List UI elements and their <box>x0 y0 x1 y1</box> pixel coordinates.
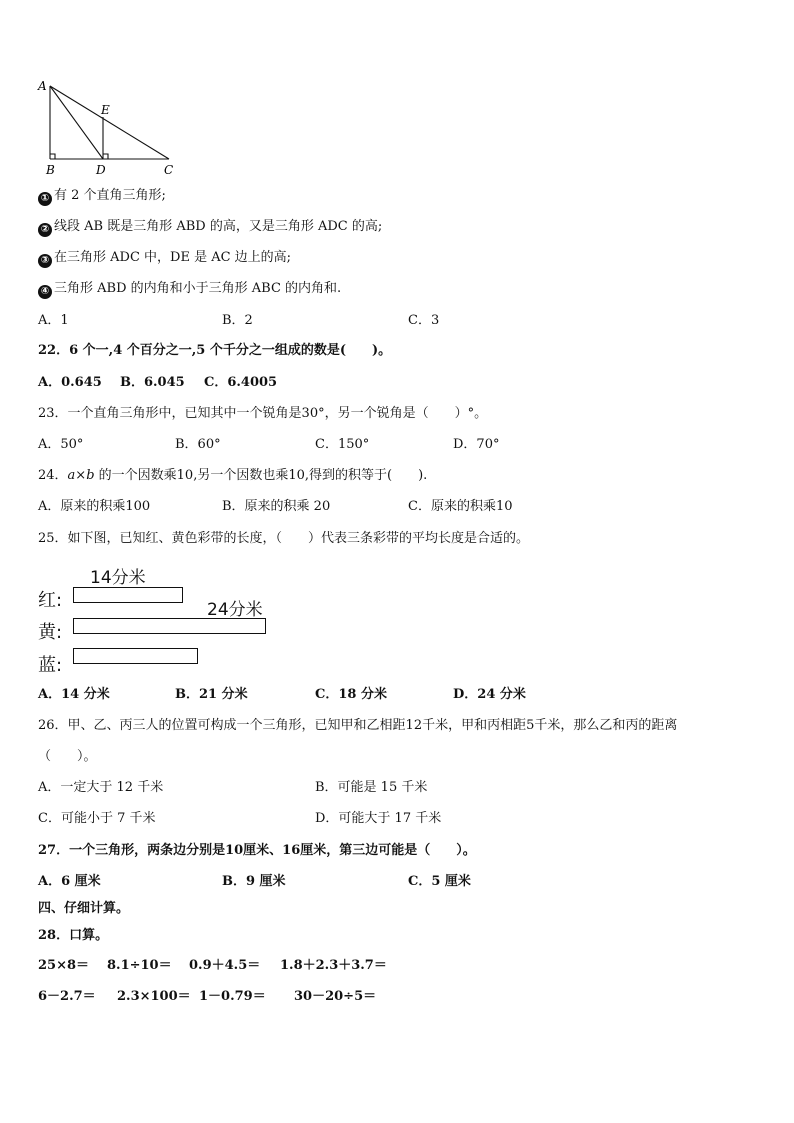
q21-option-b[interactable]: B．2 <box>222 313 253 328</box>
q27-option-a[interactable]: A．6 厘米 <box>38 874 101 889</box>
statement-3 <box>38 250 291 268</box>
statement-number: ④ <box>38 285 52 299</box>
red-ribbon-length: 14分米 <box>90 568 146 588</box>
q24-stem <box>38 468 427 484</box>
statement-1 <box>38 188 166 206</box>
section-heading: 四、仔细计算。 <box>38 901 130 916</box>
statement-number: ① <box>38 192 52 206</box>
statement-4 <box>38 281 341 299</box>
statement-text: 在三角形 ADC 中，DE 是 AC 边上的高; <box>54 250 292 265</box>
q23-option-b[interactable]: B．60° <box>175 437 221 452</box>
q22-option-c[interactable]: C．6.4005 <box>204 375 278 390</box>
q25-option-c[interactable]: C．18 分米 <box>315 687 387 702</box>
q24-variable: a×b <box>67 468 95 483</box>
red-ribbon-bar <box>73 587 183 603</box>
calc-item: 2.3×100＝ <box>117 989 191 1004</box>
q27-stem: 27．一个三角形，两条边分别是10厘米、16厘米，第三边可能是（ ）。 <box>38 843 476 858</box>
calc-item: 1.8＋2.3＋3.7＝ <box>280 958 387 973</box>
statement-text: 三角形 ABD 的内角和小于三角形 ABC 的内角和. <box>54 281 342 296</box>
statement-text: 线段 AB 既是三角形 ABD 的高，又是三角形 ADC 的高; <box>54 219 383 234</box>
q26-option-b[interactable]: B．可能是 15 千米 <box>315 780 428 795</box>
q26-stem-blank: （ ）。 <box>38 749 97 764</box>
q24-text: 的一个因数乘10,另一个因数也乘10,得到的积等于( ). <box>94 468 428 483</box>
q24-option-b[interactable]: B．原来的积乘 20 <box>222 499 331 514</box>
calc-item: 1－0.79＝ <box>199 989 266 1004</box>
label-c: C <box>164 163 174 177</box>
blue-ribbon-label: 蓝: <box>38 655 63 676</box>
q23-option-c[interactable]: C．150° <box>315 437 370 452</box>
q23-option-d[interactable]: D．70° <box>453 437 500 452</box>
calc-item: 8.1÷10＝ <box>107 958 172 973</box>
label-a: A <box>38 79 47 93</box>
statement-text: 有 2 个直角三角形; <box>54 188 166 203</box>
q23-option-a[interactable]: A．50° <box>38 437 84 452</box>
yellow-ribbon-label: 黄: <box>38 622 63 643</box>
q24-number: 24． <box>38 468 68 483</box>
q25-stem: 25．如下图，已知红、黄色彩带的长度，（ ）代表三条彩带的平均长度是合适的。 <box>38 531 530 546</box>
label-e: E <box>101 103 110 117</box>
q22-option-a[interactable]: A．0.645 <box>38 375 102 390</box>
yellow-ribbon-length: 24分米 <box>207 600 263 620</box>
q21-option-a[interactable]: A．1 <box>38 313 69 328</box>
red-ribbon-label: 红: <box>38 590 63 611</box>
triangle-figure <box>36 76 186 180</box>
q26-option-a[interactable]: A．一定大于 12 千米 <box>38 780 164 795</box>
calc-item: 25×8＝ <box>38 958 90 973</box>
blue-ribbon-bar <box>73 648 198 664</box>
q26-stem: 26．甲、乙、丙三人的位置可构成一个三角形，已知甲和乙相距12千米，甲和丙相距5千米，那么乙和丙的距离 <box>38 718 678 733</box>
q22-option-b[interactable]: B．6.045 <box>120 375 185 390</box>
q26-option-c[interactable]: C．可能小于 7 千米 <box>38 811 156 826</box>
q26-option-d[interactable]: D．可能大于 17 千米 <box>315 811 442 826</box>
label-d: D <box>96 163 106 177</box>
q23-stem: 23．一个直角三角形中，已知其中一个锐角是30°，另一个锐角是（ ）°。 <box>38 406 488 421</box>
yellow-ribbon-bar <box>73 618 266 634</box>
q25-option-d[interactable]: D．24 分米 <box>453 687 526 702</box>
q28-stem: 28．口算。 <box>38 928 109 943</box>
statement-2 <box>38 219 382 237</box>
calc-item: 30－20÷5＝ <box>294 989 377 1004</box>
label-b: B <box>46 163 55 177</box>
q22-stem: 22．6 个一,4 个百分之一,5 个千分之一组成的数是( )。 <box>38 343 392 358</box>
q21-option-c[interactable]: C．3 <box>408 313 440 328</box>
q25-option-a[interactable]: A．14 分米 <box>38 687 110 702</box>
q25-option-b[interactable]: B．21 分米 <box>175 687 248 702</box>
q24-option-c[interactable]: C．原来的积乘10 <box>408 499 513 514</box>
q27-option-b[interactable]: B．9 厘米 <box>222 874 286 889</box>
statement-number: ③ <box>38 254 52 268</box>
calc-item: 6－2.7＝ <box>38 989 96 1004</box>
q24-option-a[interactable]: A．原来的积乘100 <box>38 499 151 514</box>
q27-option-c[interactable]: C．5 厘米 <box>408 874 471 889</box>
calc-item: 0.9＋4.5＝ <box>189 958 261 973</box>
statement-number: ② <box>38 223 52 237</box>
